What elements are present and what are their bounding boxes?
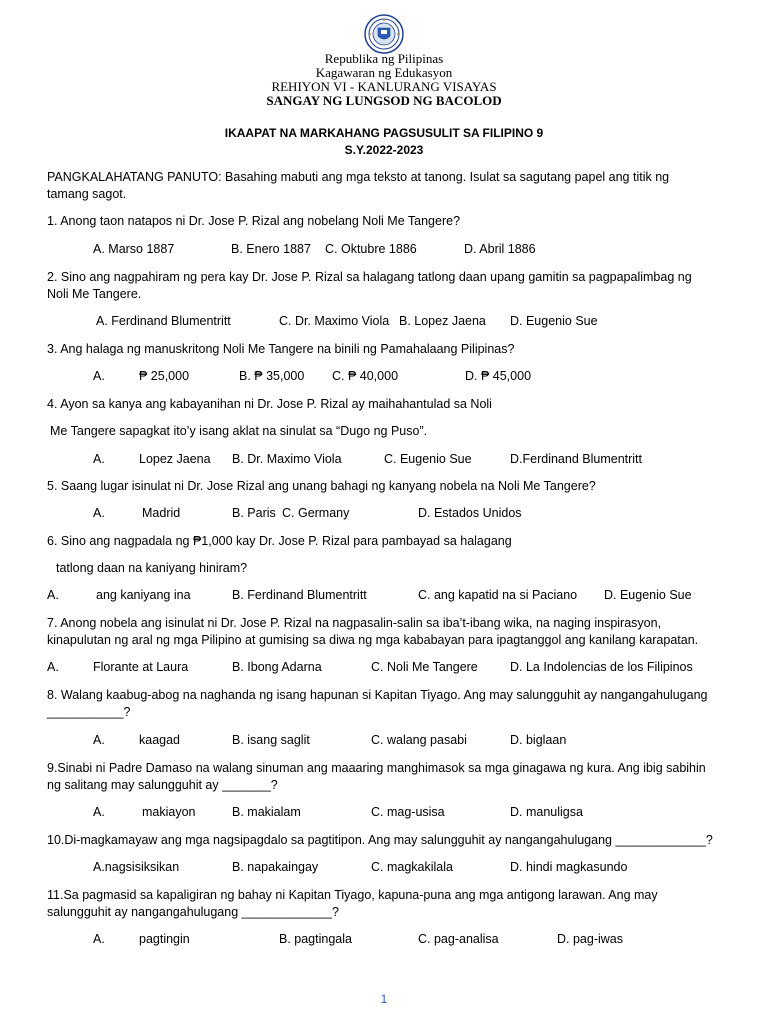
q8-choice-d: D. biglaan <box>510 733 567 747</box>
q11-choice-c: C. pag-analisa <box>418 932 499 946</box>
q10-choice-d: D. hindi magkasundo <box>510 860 628 874</box>
question-4-line-2: Me Tangere sapagkat ito’y isang aklat na sinulat sa “Dugo ng Puso”. <box>50 424 428 438</box>
q8-choice-b: B. isang saglit <box>232 733 310 747</box>
q2-choice-2: C. Dr. Maximo Viola <box>279 314 390 328</box>
q10-choice-a: A.nagsisiksikan <box>93 860 180 874</box>
q7-choice-d: D. La Indolencias de los Filipinos <box>510 660 693 674</box>
question-2-line-2: Noli Me Tangere. <box>47 287 142 301</box>
q3-choice-d: D. ₱ 45,000 <box>465 369 532 383</box>
q10-choice-b: B. napakaingay <box>232 860 319 874</box>
exam-title: IKAAPAT NA MARKAHANG PAGSUSULIT SA FILIPINO 9 <box>224 126 544 140</box>
q7-choice-a: Florante at Laura <box>93 660 189 674</box>
header-line-sangay: SANGAY NG LUNGSOD NG BACOLOD <box>266 93 502 108</box>
q5-choice-d: D. Estados Unidos <box>418 506 522 520</box>
q3-choice-a-letter: A. <box>93 369 105 383</box>
q1-choice-b: B. Enero 1887 <box>231 242 311 256</box>
q6-choice-c: C. ang kapatid na si Paciano <box>418 588 578 602</box>
q1-choice-c: C. Oktubre 1886 <box>325 242 417 256</box>
question-7-line-2: kinapulutan ng aral ng mga Pilipino at gumising sa diwa ng mga kababayan para ipagtanggol ang kanilang karapatan. <box>47 633 699 647</box>
q11-choice-b: B. pagtingala <box>279 932 352 946</box>
q4-choice-c: C. Eugenio Sue <box>384 452 472 466</box>
q1-choice-a: A. Marso 1887 <box>93 242 175 256</box>
question-3-text: 3. Ang halaga ng manuskritong Noli Me Tangere na binili ng Pamahalaang Pilipinas? <box>47 342 515 356</box>
q8-choice-a: kaagad <box>139 733 181 747</box>
q3-choice-a: ₱ 25,000 <box>139 369 190 383</box>
q9-choice-a-letter: A. <box>93 805 105 819</box>
q6-choice-d: D. Eugenio Sue <box>604 588 692 602</box>
q6-choice-a-letter: A. <box>47 588 59 602</box>
q6-choice-a: ang kaniyang ina <box>96 588 191 602</box>
question-1-text: 1. Anong taon natapos ni Dr. Jose P. Rizal ang nobelang Noli Me Tangere? <box>47 214 461 228</box>
q1-choice-d: D. Abril 1886 <box>464 242 536 256</box>
question-11-line-2: salungguhit ay nangangahulugang _____________? <box>47 905 339 919</box>
q4-choice-a: Lopez Jaena <box>139 452 211 466</box>
q3-choice-b: B. ₱ 35,000 <box>239 369 305 383</box>
page-number: 1 <box>380 992 388 1006</box>
q2-choice-a: A. Ferdinand Blumentritt <box>96 314 231 328</box>
q11-choice-a: pagtingin <box>139 932 190 946</box>
q2-choice-3: B. Lopez Jaena <box>399 314 486 328</box>
q11-choice-d: D. pag-iwas <box>557 932 623 946</box>
q9-choice-c: C. mag-usisa <box>371 805 445 819</box>
q4-choice-a-letter: A. <box>93 452 105 466</box>
q7-choice-a-letter: A. <box>47 660 59 674</box>
header-line-rehiyon: REHIYON VI - KANLURANG VISAYAS <box>271 79 497 94</box>
instructions-line-2: tamang sagot. <box>47 187 127 201</box>
question-9-line-2: ng salitang may salungguhit ay _______? <box>47 778 278 792</box>
question-11-line-1: 11.Sa pagmasid sa kapaligiran ng bahay ni Kapitan Tiyago, kapuna-puna ang mga antigong larawan. Ang may <box>47 888 658 902</box>
q9-choice-d: D. manuligsa <box>510 805 583 819</box>
q11-choice-a-letter: A. <box>93 932 105 946</box>
q5-choice-a-letter: A. <box>93 506 105 520</box>
question-4-line-1: 4. Ayon sa kanya ang kabayanihan ni Dr. Jose P. Rizal ay maihahantulad sa Noli <box>47 397 492 411</box>
deped-seal-icon <box>364 14 404 54</box>
q7-choice-b: B. Ibong Adarna <box>232 660 322 674</box>
question-2-line-1: 2. Sino ang nagpahiram ng pera kay Dr. Jose P. Rizal sa halagang tatlong daan upang gamitin sa pagpapalimbag ng <box>47 270 692 284</box>
q5-choice-c: C. Germany <box>282 506 350 520</box>
q9-choice-a: makiayon <box>142 805 196 819</box>
question-6-line-1: 6. Sino ang nagpadala ng ₱1,000 kay Dr. Jose P. Rizal para pambayad sa halagang <box>47 534 512 548</box>
q2-choice-d: D. Eugenio Sue <box>510 314 598 328</box>
q5-choice-a: Madrid <box>142 506 181 520</box>
question-9-line-1: 9.Sinabi ni Padre Damaso na walang sinuman ang maaaring manghimasok sa mga ginagawa ng kura. Ang ibig sabihin <box>47 761 706 775</box>
q6-choice-b: B. Ferdinand Blumentritt <box>232 588 367 602</box>
q8-choice-a-letter: A. <box>93 733 105 747</box>
question-7-line-1: 7. Anong nobela ang isinulat ni Dr. Jose P. Rizal na nagpasalin-salin sa iba’t-ibang wika, na naging inspirasyon, <box>47 616 662 630</box>
question-8-line-2: ___________? <box>47 705 131 719</box>
q7-choice-c: C. Noli Me Tangere <box>371 660 478 674</box>
q5-choice-b: B. Paris <box>232 506 276 520</box>
q3-choice-c: C. ₱ 40,000 <box>332 369 399 383</box>
school-year: S.Y.2022-2023 <box>344 143 424 157</box>
q9-choice-b: B. makialam <box>232 805 301 819</box>
question-10-text: 10.Di-magkamayaw ang mga nagsipagdalo sa pagtitipon. Ang may salungguhit ay nangangahulugang _____________? <box>47 833 713 847</box>
instructions-line-1: PANGKALAHATANG PANUTO: Basahing mabuti ang mga teksto at tanong. Isulat sa sagutang papel ang titik ng <box>47 170 670 184</box>
q10-choice-c: C. magkakilala <box>371 860 453 874</box>
header-line-republika: Republika ng Pilipinas <box>324 51 444 66</box>
question-5-text: 5. Saang lugar isinulat ni Dr. Jose Rizal ang unang bahagi ng kanyang nobela na Noli Me Tangere? <box>47 479 596 493</box>
q4-choice-d: D.Ferdinand Blumentritt <box>510 452 643 466</box>
q8-choice-c: C. walang pasabi <box>371 733 467 747</box>
question-6-line-2: tatlong daan na kaniyang hiniram? <box>56 561 248 575</box>
header-line-kagawaran: Kagawaran ng Edukasyon <box>315 65 453 80</box>
question-8-line-1: 8. Walang kaabug-abog na naghanda ng isang hapunan si Kapitan Tiyago. Ang may salungguhit ay nangangahulugang <box>47 688 708 702</box>
q4-choice-b: B. Dr. Maximo Viola <box>232 452 342 466</box>
